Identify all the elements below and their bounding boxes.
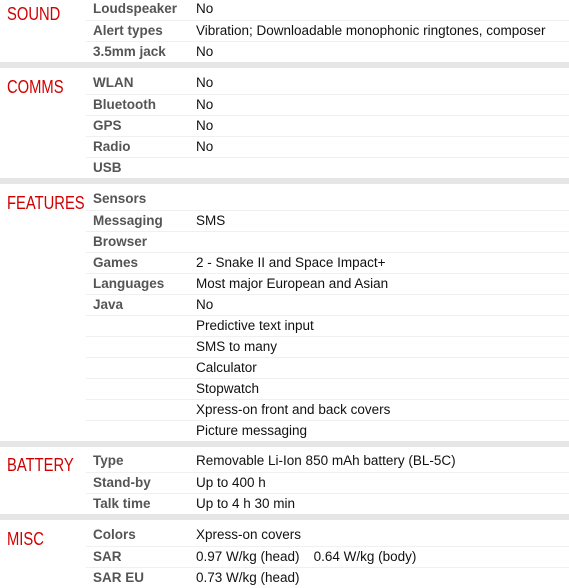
spec-label[interactable]: 3.5mm jack <box>93 44 166 59</box>
section-rows-comms <box>86 68 569 178</box>
spec-row-talk-time <box>86 493 569 514</box>
spec-label[interactable]: Stand-by <box>93 475 151 490</box>
spec-row-radio <box>86 136 569 157</box>
spec-label <box>86 421 196 441</box>
spec-value: Predictive text input <box>196 318 314 333</box>
spec-value: SMS <box>196 213 226 228</box>
spec-row-usb <box>86 157 569 178</box>
spec-row-games <box>86 252 569 273</box>
section-battery <box>0 447 569 520</box>
spec-row-feature-extra <box>86 378 569 399</box>
spec-row-feature-extra <box>86 357 569 378</box>
spec-label[interactable]: Talk time <box>93 496 151 511</box>
section-title-battery: BATTERY <box>7 455 74 475</box>
spec-row-feature-extra <box>86 315 569 336</box>
section-title-sound: SOUND <box>7 4 61 24</box>
spec-value <box>196 189 569 210</box>
spec-label[interactable]: Type <box>93 453 124 468</box>
spec-label[interactable]: Games <box>93 255 139 270</box>
spec-value: Xpress-on front and back covers <box>196 402 391 417</box>
spec-row-loudspeaker <box>86 0 569 20</box>
spec-row-feature-extra <box>86 336 569 357</box>
section-title-features: FEATURES <box>7 193 85 213</box>
section-rows-features <box>86 184 569 441</box>
spec-label[interactable]: Alert types <box>93 23 163 38</box>
spec-label[interactable]: Bluetooth <box>93 97 156 112</box>
section-features <box>0 184 569 447</box>
spec-value: Vibration; Downloadable monophonic ringtones, composer <box>196 23 546 38</box>
spec-row-sar-eu <box>86 567 569 588</box>
spec-value: Up to 4 h 30 min <box>196 496 296 511</box>
section-sound <box>0 0 569 68</box>
spec-value: No <box>196 118 214 133</box>
spec-value: 0.73 W/kg (head) <box>196 570 300 585</box>
spec-value: Removable Li-Ion 850 mAh battery (BL-5C) <box>196 453 456 468</box>
spec-row-browser <box>86 231 569 252</box>
spec-label[interactable]: GPS <box>93 118 122 133</box>
spec-row-3-5mm-jack <box>86 41 569 62</box>
spec-label <box>86 400 196 420</box>
spec-row-sar <box>86 546 569 567</box>
spec-row-alert-types <box>86 20 569 41</box>
spec-value: No <box>196 97 214 112</box>
spec-value: SMS to many <box>196 339 278 354</box>
spec-label[interactable]: USB <box>93 160 122 175</box>
spec-value: No <box>196 139 214 154</box>
spec-row-java <box>86 294 569 315</box>
spec-value <box>196 158 569 178</box>
section-comms <box>0 68 569 184</box>
sar-body-value: 0.64 W/kg (body) <box>313 549 417 564</box>
section-misc <box>0 520 569 588</box>
spec-label <box>86 337 196 357</box>
spec-label[interactable]: Radio <box>93 139 131 154</box>
spec-label[interactable]: Languages <box>93 276 165 291</box>
spec-label[interactable]: Messaging <box>93 213 163 228</box>
spec-value <box>196 232 569 252</box>
spec-row-messaging <box>86 210 569 231</box>
spec-row-type <box>86 451 569 472</box>
spec-value: Most major European and Asian <box>196 276 389 291</box>
spec-label <box>86 379 196 399</box>
spec-value: No <box>196 75 214 90</box>
spec-label[interactable]: Browser <box>93 234 148 249</box>
spec-label <box>86 316 196 336</box>
spec-value: No <box>196 44 214 59</box>
spec-value: Picture messaging <box>196 423 308 438</box>
spec-label[interactable]: Colors <box>93 527 136 542</box>
spec-label[interactable]: WLAN <box>93 75 134 90</box>
section-title-misc: MISC <box>7 529 44 549</box>
spec-label[interactable]: Sensors <box>93 191 147 206</box>
spec-value: Calculator <box>196 360 257 375</box>
spec-row-feature-extra <box>86 420 569 441</box>
spec-value: No <box>196 1 214 16</box>
section-rows-sound <box>86 0 569 62</box>
spec-label[interactable]: Java <box>93 297 124 312</box>
spec-row-bluetooth <box>86 94 569 115</box>
spec-row-colors <box>86 525 569 546</box>
spec-label[interactable]: Loudspeaker <box>93 1 178 16</box>
spec-row-stand-by <box>86 472 569 493</box>
section-title-comms: COMMS <box>7 77 64 97</box>
spec-row-gps <box>86 115 569 136</box>
section-rows-misc <box>86 520 569 588</box>
spec-label[interactable]: SAR EU <box>93 570 145 585</box>
spec-row-sensors <box>86 189 569 210</box>
spec-label[interactable]: SAR <box>93 549 122 564</box>
spec-value: Up to 400 h <box>196 475 266 490</box>
spec-label <box>86 358 196 378</box>
spec-value: Xpress-on covers <box>196 527 302 542</box>
spec-value <box>196 547 569 567</box>
sar-head-value: 0.97 W/kg (head) <box>196 549 300 564</box>
spec-value: No <box>196 297 214 312</box>
spec-row-languages <box>86 273 569 294</box>
spec-row-feature-extra <box>86 399 569 420</box>
spec-row-wlan <box>86 73 569 94</box>
spec-value: Stopwatch <box>196 381 260 396</box>
spec-value: 2 - Snake II and Space Impact+ <box>196 255 386 270</box>
section-rows-battery <box>86 447 569 514</box>
